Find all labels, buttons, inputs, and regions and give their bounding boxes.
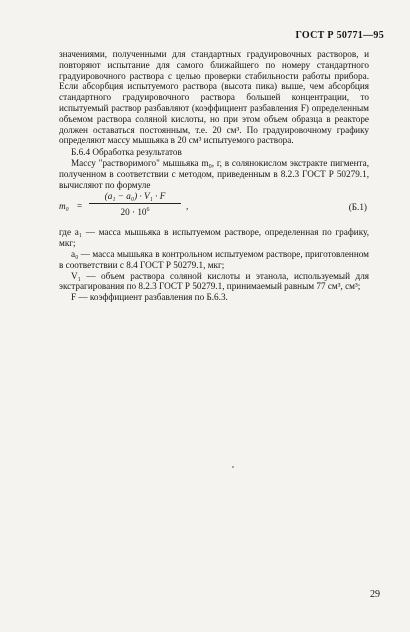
formula-denominator: $20 \cdot 10^6$ [120,207,150,218]
formula-lhs: m₀ [59,201,69,212]
where-v1: V₁ — объем раствора соляной кислоты и этанола, используемый для экстрагирования по 8.2.3 ГОСТ Р 50279.1, принимаемый равным 77 см³, см³; [59,270,369,292]
where-a0: a₀ — масса мышьяка в контрольном испытуемом растворе, приготовленном в соответствии с 8.4 ГОСТ Р 50279.1, мкг; [59,248,369,270]
formula-equals: = [77,201,83,212]
page-number: 29 [370,589,380,600]
formula-numerator: (a₁ − a₀) · V₁ · F [89,191,181,204]
page-content [59,49,369,303]
where-f: F — коэффициент разбавления по Б.6.3. [71,292,228,303]
formula-number: (Б.1) [348,202,367,213]
where-a1: где a₁ — масса мышьяка в испытуемом растворе, определенная по графику, мкг; [59,227,369,249]
paragraph-continuation: значениями, полученными для стандартных градуировочных растворов, и повторяют испытание для самого ближайшего по номеру стандартного градуировочного раствора с целью проверки стабильности работы прибора. Если абсорбция испытуемого раствора (высота пика) выше, чем абсорбция стандартного градуировочного раствора большей концентрации, то испытуемый раствор разбавляют (коэффициент разбавления F) определенным объемом раствора соляной кислоты, но при этом объем образца в реакторе должен оставаться постоянным, т.е. 20 см³. По градуировочному графику определяют массу мышьяка в 20 см³ испытуемого раствора. [59,49,369,146]
paragraph-mass-calculation: Массу "растворимого" мышьяка m₀, г, в солянокислом экстракте пигмента, полученном в соответствии с методом, приведенным в 8.2.3 ГОСТ Р 50279.1, вычисляют по формуле [59,157,369,190]
scan-speck [232,466,234,468]
formula-b1 [59,191,369,225]
formula-comma: , [186,201,189,212]
standard-code-header: ГОСТ Р 50771—95 [295,30,384,41]
section-heading: Б.6.4 Обработка результатов [71,147,182,158]
formula-fraction [89,191,181,218]
formula-exponent: 6 [146,207,150,214]
